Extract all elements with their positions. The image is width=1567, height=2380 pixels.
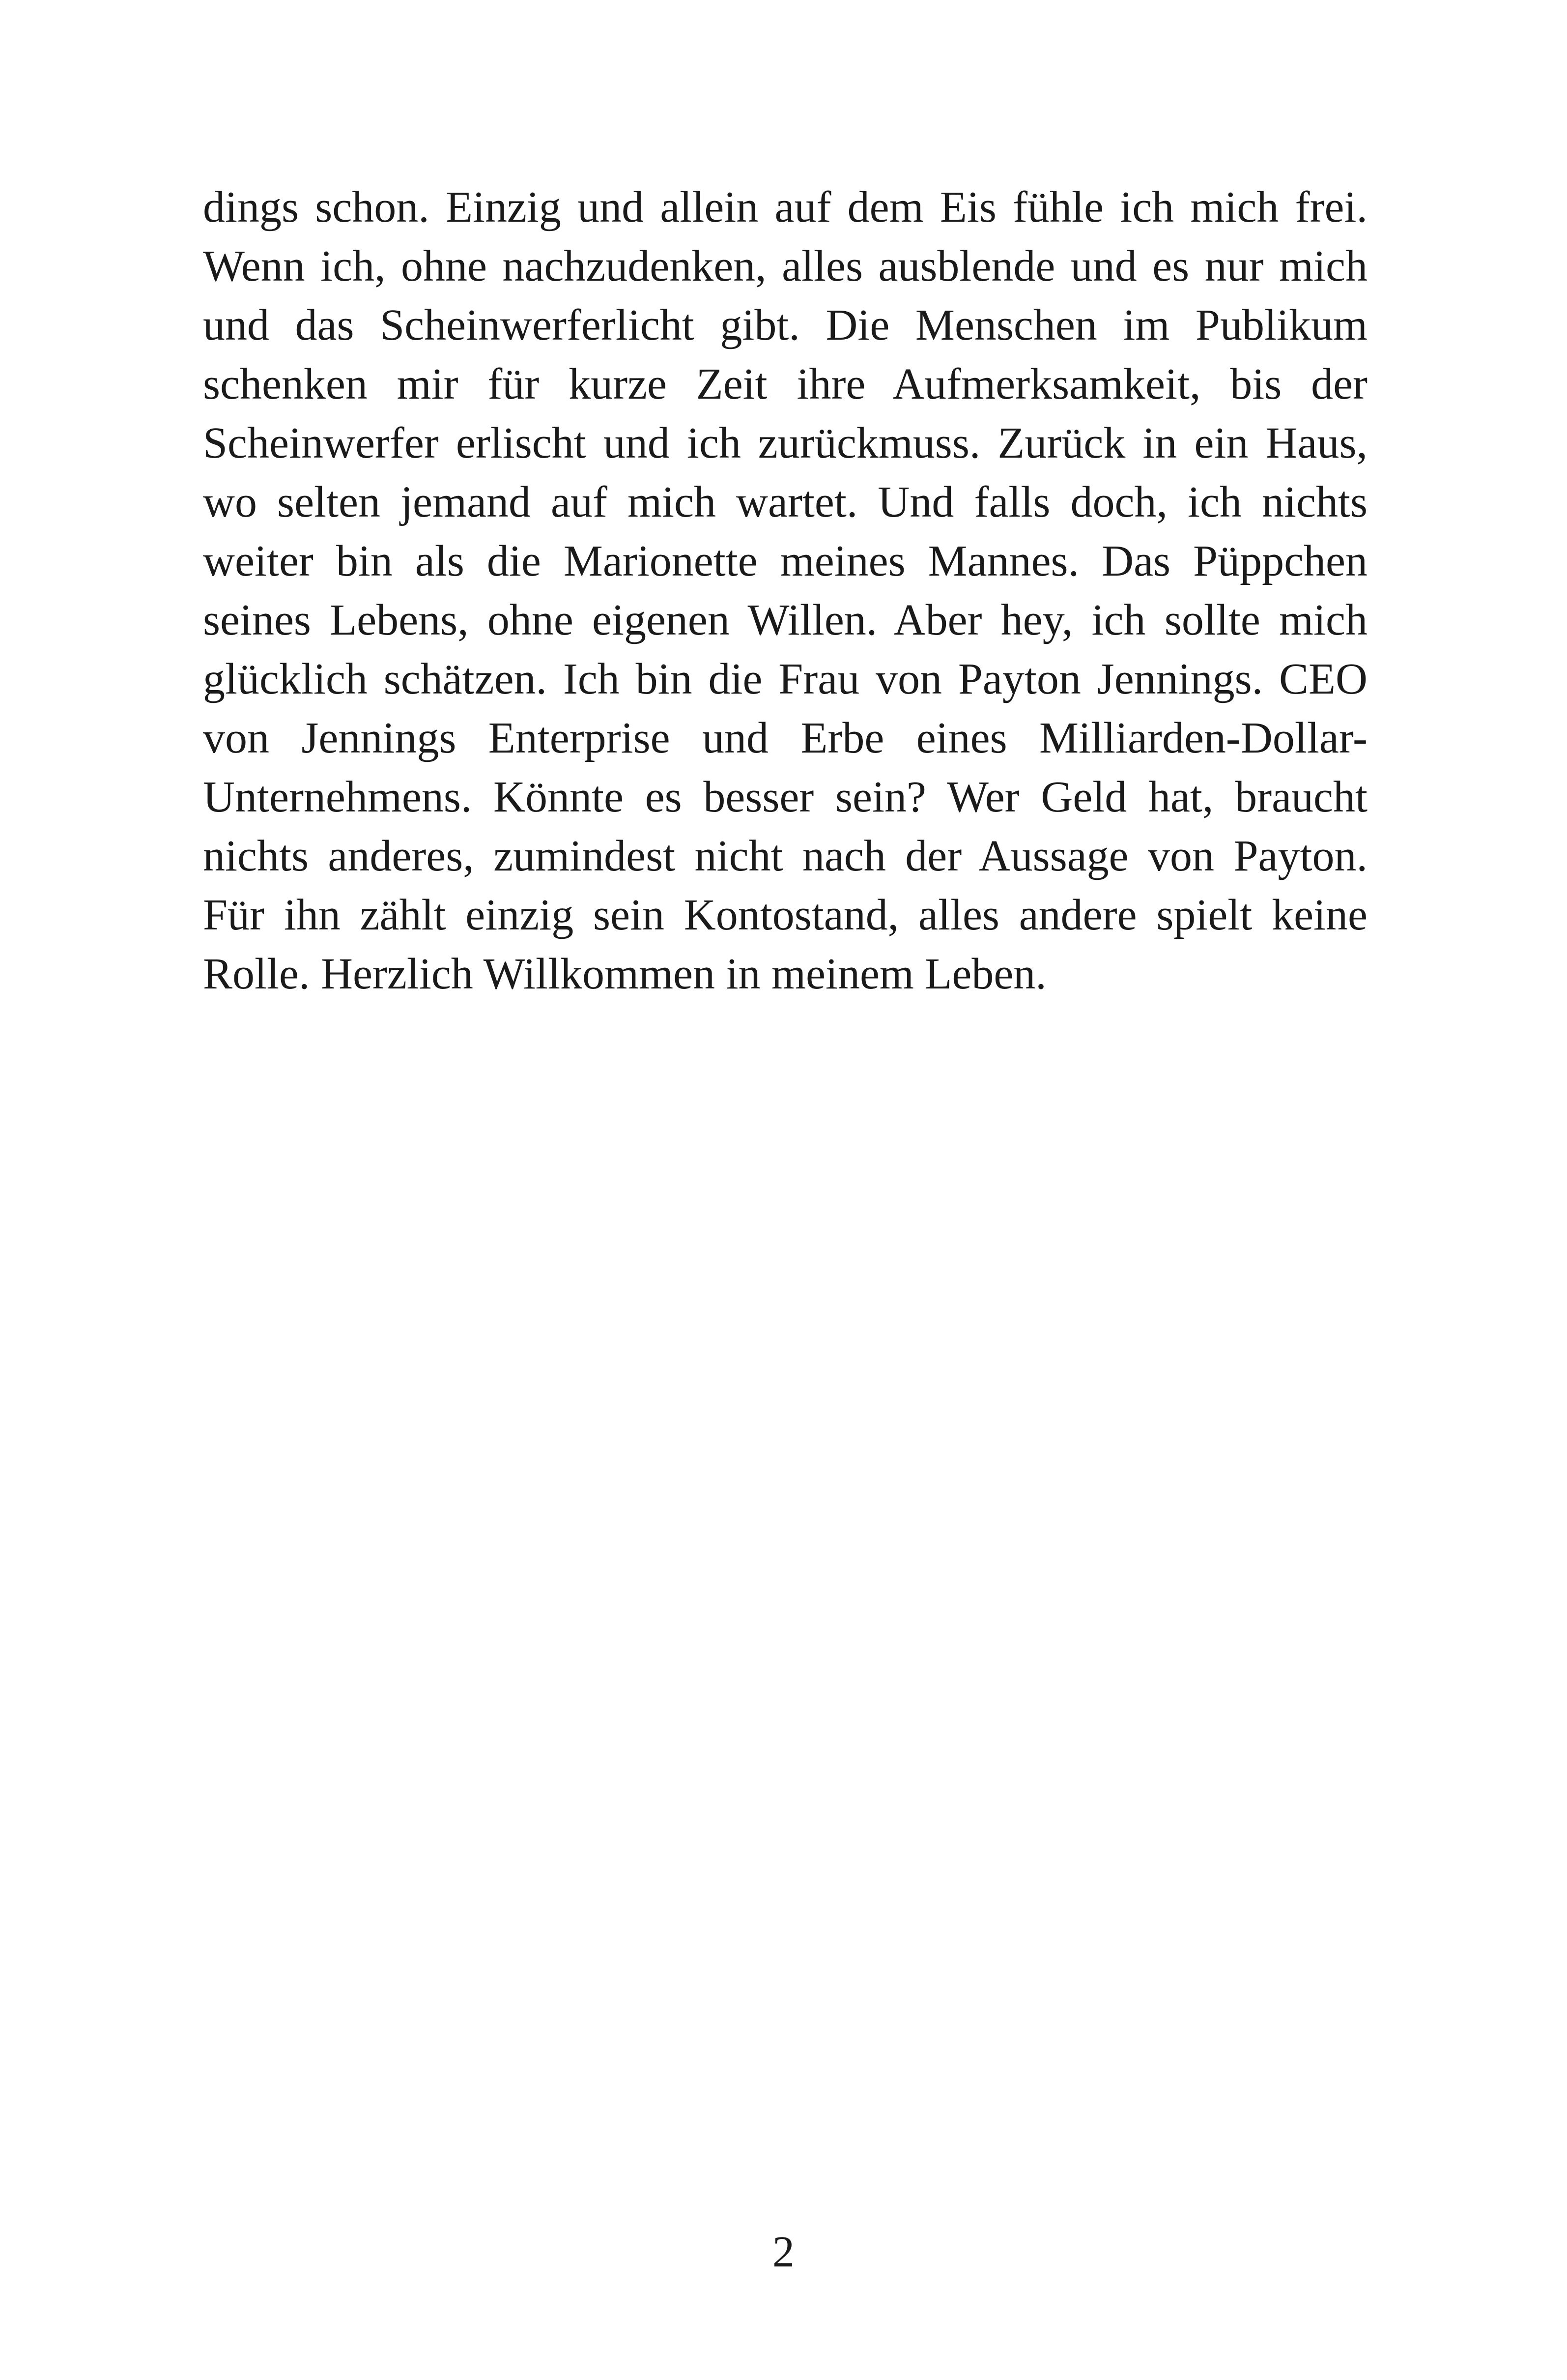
text-line: wo selten jemand auf mich wartet. Und falls doch, ich nichts (203, 478, 1368, 526)
text-line: Rolle. Herzlich Willkommen in meinem Leben. (203, 950, 1047, 998)
text-line: und das Scheinwerferlicht gibt. Die Menschen im Publikum (203, 301, 1368, 349)
text-line: seines Lebens, ohne eigenen Willen. Aber hey, ich sollte mich (203, 596, 1368, 644)
text-line: von Jennings Enterprise und Erbe eines Milliarden-Dollar- (203, 714, 1368, 762)
body-text (203, 178, 1368, 1004)
text-line: schenken mir für kurze Zeit ihre Aufmerksamkeit, bis der (203, 360, 1368, 408)
text-line: Für ihn zählt einzig sein Kontostand, alles andere spielt keine (203, 891, 1368, 939)
text-line: Unternehmens. Könnte es besser sein? Wer Geld hat, braucht (203, 773, 1368, 821)
text-line: dings schon. Einzig und allein auf dem Eis fühle ich mich frei. (203, 183, 1368, 232)
text-line: Scheinwerfer erlischt und ich zurückmuss. Zurück in ein Haus, (203, 419, 1368, 467)
text-line: weiter bin als die Marionette meines Mannes. Das Püppchen (203, 537, 1368, 585)
text-line: nichts anderes, zumindest nicht nach der Aussage von Payton. (203, 832, 1368, 880)
page-number: 2 (772, 2228, 795, 2276)
text-line: glücklich schätzen. Ich bin die Frau von Payton Jennings. CEO (203, 655, 1368, 703)
text-line: Wenn ich, ohne nachzudenken, alles ausblende und es nur mich (203, 242, 1368, 290)
